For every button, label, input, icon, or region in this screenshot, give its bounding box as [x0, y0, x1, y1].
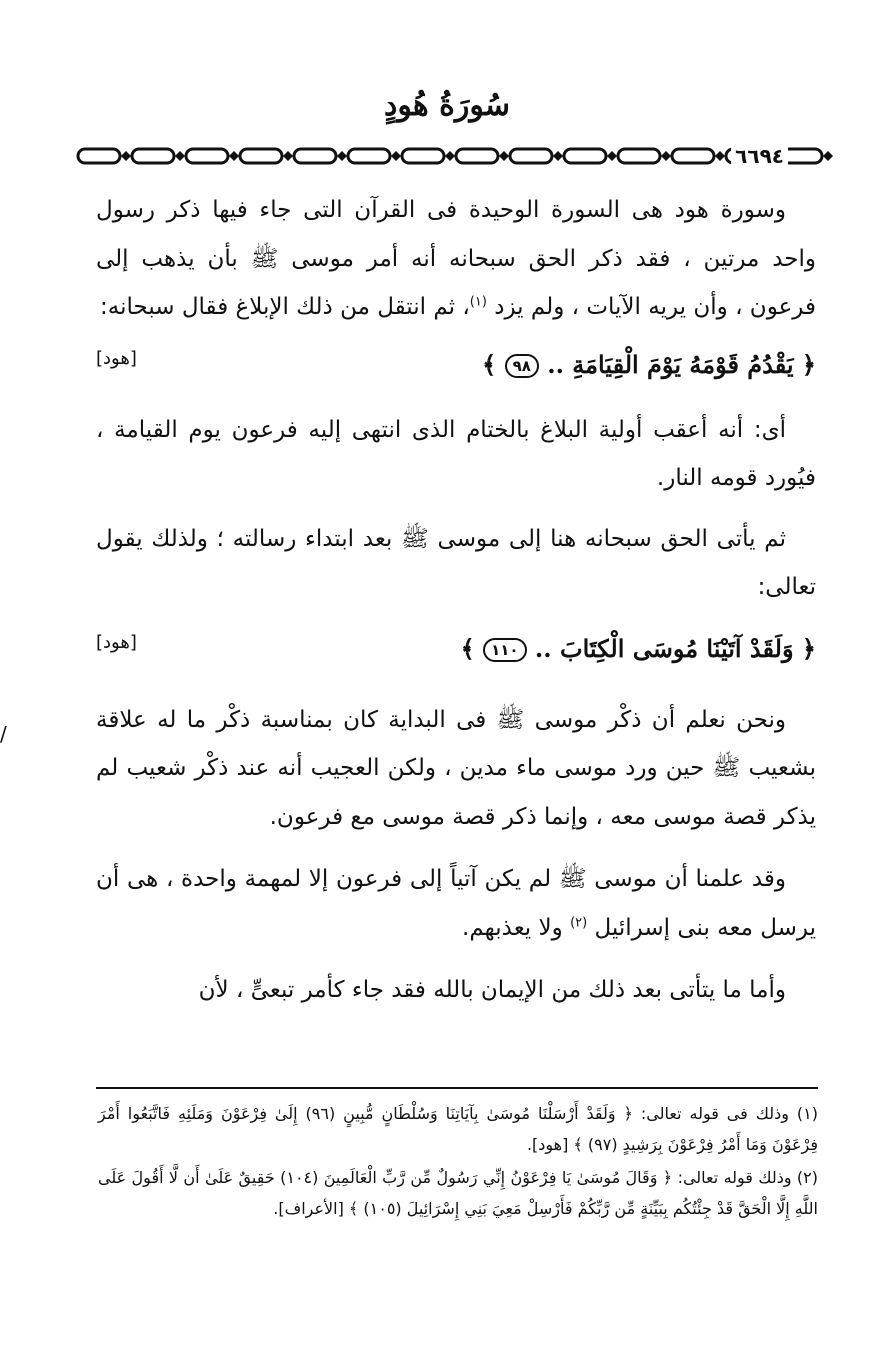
surah-title: سُورَةُ هُودٍ [384, 88, 510, 123]
footnote-ref-1: (١) [469, 294, 487, 310]
verse-1-text: ﴿ يَقْدُمُ قَوْمَهُ يَوْمَ الْقِيَامَةِ .. [547, 349, 816, 379]
decorative-border [76, 141, 840, 171]
paragraph-1 [96, 186, 816, 332]
verse-1 [482, 342, 816, 388]
verse-block-2 [96, 626, 816, 680]
footnote-divider [96, 1087, 818, 1089]
page-number: ٦٦٩٤ [731, 143, 788, 169]
verse-2-reference: [هود] [96, 631, 137, 653]
verse-1-reference: [هود] [96, 347, 137, 369]
verse-2-text: ﴿ وَلَقَدْ آتَيْنَا مُوسَى الْكِتَابَ .. [534, 633, 816, 663]
paragraph-1-end: ، ثم انتقل من ذلك الإبلاغ فقال سبحانه: [99, 294, 470, 320]
footnote-1: (١) وذلك فى قوله تعالى: ﴿ وَلَقَدْ أَرْسَلْنَا مُوسَىٰ بِآيَاتِنَا وَسُلْطَانٍ مُّبِينٍ (٩٦) إِلَىٰ فِرْعَوْنَ وَمَلَئِهِ فَاتَّبَعُوا أَمْرَ فِرْعَوْنَ وَمَا أَمْرُ فِرْعَوْنَ بِرَشِيدٍ (٩٧) ﴾ [هود]. [98, 1104, 819, 1154]
main-text [96, 186, 816, 1015]
paragraph-4: ونحن نعلم أن ذكْر موسى ﷺ فى البداية كان بمناسبة ذكْر ما له علاقة بشعيب ﷺ حين ورد موسى ماء مدين ، ولكن العجيب أنه عند ذكْر شعيب لم يذكر قصة موسى معه ، وإنما ذكر قصة موسى مع فرعون. [96, 706, 816, 830]
footnote-ref-2: (٢) [570, 914, 588, 930]
paragraph-5 [96, 855, 816, 952]
ornament-chain-icon [76, 141, 840, 171]
paragraph-5-text: وقد علمنا أن موسى ﷺ لم يكن آتياً إلى فرعون إلا لمهمة واحدة ، هى أن يرسل معه بنى إسرائيل [96, 866, 816, 941]
verse-block-1 [96, 342, 816, 396]
paragraph-1-text: وسورة هود هى السورة الوحيدة فى القرآن التى جاء فيها ذكر رسول واحد مرتين ، فقد ذكر الحق سبحانه أنه أمر موسى ﷺ بأن يذهب إلى فرعون ، وأن يريه الآيات ، ولم يزد [96, 197, 816, 320]
footnote-2: (٢) وذلك قوله تعالى: ﴿ وَقَالَ مُوسَىٰ يَا فِرْعَوْنُ إِنِّي رَسُولٌ مِّن رَّبِّ الْعَالَمِينَ (١٠٤) حَقِيقٌ عَلَىٰ أَن لَّا أَقُولَ عَلَى اللَّهِ إِلَّا الْحَقَّ قَدْ جِئْتُكُم بِبَيِّنَةٍ مِّن رَّبِّكُمْ فَأَرْسِلْ مَعِيَ بَنِي إِسْرَائِيلَ (١٠٥) ﴾ [الأعراف]. [98, 1168, 819, 1218]
paragraph-6: وأما ما يتأتى بعد ذلك من الإيمان بالله فقد جاء كأمر تبعىٍّ ، لأن [198, 977, 786, 1003]
verse-1-close: ﴾ [482, 349, 497, 379]
paragraph-2: أى: أنه أعقب أولية البلاغ بالختام الذى انتهى إليه فرعون يوم القيامة ، فيُورد قومه النار. [96, 416, 816, 491]
verse-2-close: ﴾ [460, 633, 475, 663]
verse-2 [461, 626, 816, 672]
footnotes [98, 1098, 818, 1226]
verse-number-98: ٩٨ [505, 354, 539, 378]
verse-number-110: ١١٠ [483, 638, 526, 662]
margin-mark: / [0, 722, 7, 746]
paragraph-5-end: ولا يعذبهم. [462, 914, 563, 941]
paragraph-3: ثم يأتى الحق سبحانه هنا إلى موسى ﷺ بعد ابتداء رسالته ؛ ولذلك يقول تعالى: [96, 525, 816, 600]
